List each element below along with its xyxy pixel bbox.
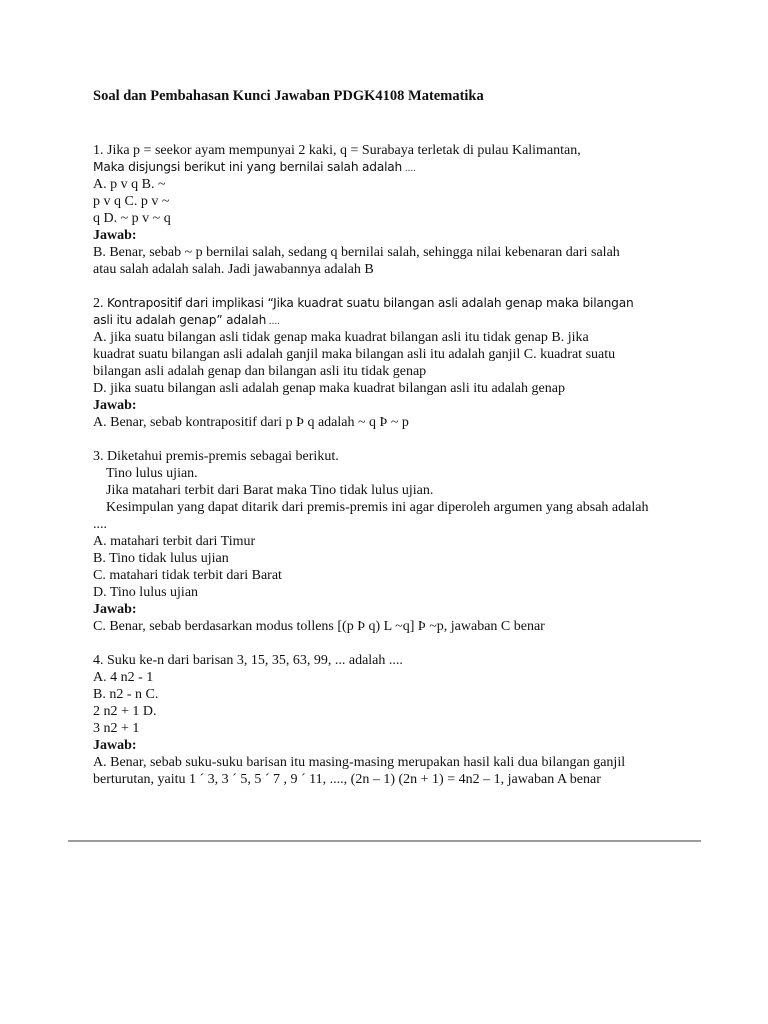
q1-line-3: A. p v q B. ~ bbox=[93, 177, 166, 192]
q1-line-2-dots: .... bbox=[402, 162, 416, 174]
q1-line-2-text: Maka disjungsi berikut ini yang bernilai salah adalah bbox=[93, 160, 403, 174]
q2-number: 2. bbox=[93, 296, 107, 311]
q1-answer-line-2: atau salah adalah salah. Jadi jawabannya adalah B bbox=[93, 262, 374, 277]
q1-line-5: q D. ~ p v ~ q bbox=[93, 211, 171, 226]
q2-line-2-dots: .... bbox=[266, 315, 280, 327]
q2-line-6: D. jika suatu bilangan asli adalah genap maka kuadrat bilangan asli itu adalah genap bbox=[93, 381, 565, 396]
q2-line-5: bilangan asli adalah genap dan bilangan asli itu tidak genap bbox=[93, 364, 427, 379]
document-title: Soal dan Pembahasan Kunci Jawaban PDGK4108 Matematika bbox=[93, 88, 484, 104]
q1-answer-heading: Jawab: bbox=[93, 228, 137, 243]
q1-line-4: p v q C. p v ~ bbox=[93, 194, 170, 209]
q3-line-3: Jika matahari terbit dari Barat maka Tino tidak lulus ujian. bbox=[106, 483, 434, 498]
q4-line-5: 3 n2 + 1 bbox=[93, 721, 140, 736]
q1-line-2 bbox=[93, 159, 416, 177]
q2-line-2-text: asli itu adalah genap” adalah bbox=[93, 313, 267, 327]
q3-answer-heading: Jawab: bbox=[93, 602, 137, 617]
q2-line-4: kuadrat suatu bilangan asli adalah ganjil maka bilangan asli itu adalah ganjil C. kuadrat suatu bbox=[93, 347, 616, 362]
q4-answer-line-2: berturutan, yaitu 1 ´ 3, 3 ´ 5, 5 ´ 7 , 9 ´ 11, ...., (2n – 1) (2n + 1) = 4n2 – 1, jawaban A benar bbox=[93, 772, 601, 787]
q2-line-1-text: Kontrapositif dari implikasi “Jika kuadrat suatu bilangan asli adalah genap maka bilangan bbox=[107, 296, 634, 310]
q2-line-1 bbox=[93, 295, 634, 312]
q3-option-c: C. matahari tidak terbit dari Barat bbox=[93, 568, 282, 583]
q3-answer-line-1: C. Benar, sebab berdasarkan modus tollens [(p Þ q) L ~q] Þ ~p, jawaban C benar bbox=[93, 619, 545, 634]
q3-line-2: Tino lulus ujian. bbox=[106, 466, 198, 481]
q3-option-a: A. matahari terbit dari Timur bbox=[93, 534, 256, 549]
q4-line-3: B. n2 - n C. bbox=[93, 687, 159, 702]
q1-line-1: 1. Jika p = seekor ayam mempunyai 2 kaki, q = Surabaya terletak di pulau Kalimantan, bbox=[93, 143, 581, 158]
q3-option-b: B. Tino tidak lulus ujian bbox=[93, 551, 229, 566]
q4-line-2: A. 4 n2 - 1 bbox=[93, 670, 154, 685]
q3-line-4: Kesimpulan yang dapat ditarik dari premis-premis ini agar diperoleh argumen yang absah adalah bbox=[106, 500, 649, 515]
q4-answer-heading: Jawab: bbox=[93, 738, 137, 753]
q3-option-d: D. Tino lulus ujian bbox=[93, 585, 199, 600]
q4-answer-line-1: A. Benar, sebab suku-suku barisan itu masing-masing merupakan hasil kali dua bilangan ganjil bbox=[93, 755, 626, 770]
q2-answer-line-1: A. Benar, sebab kontrapositif dari p Þ q adalah ~ q Þ ~ p bbox=[93, 415, 409, 430]
q4-line-1: 4. Suku ke-n dari barisan 3, 15, 35, 63, 99, ... adalah .... bbox=[93, 653, 403, 668]
q2-answer-heading: Jawab: bbox=[93, 398, 137, 413]
q2-line-2 bbox=[93, 312, 280, 330]
q4-line-4: 2 n2 + 1 D. bbox=[93, 704, 157, 719]
q2-line-3: A. jika suatu bilangan asli tidak genap maka kuadrat bilangan asli itu tidak genap B. jika bbox=[93, 330, 589, 345]
q3-line-1: 3. Diketahui premis-premis sebagai berikut. bbox=[93, 449, 339, 464]
page-divider bbox=[68, 840, 701, 842]
q3-line-5: .... bbox=[93, 517, 107, 532]
q1-answer-line-1: B. Benar, sebab ~ p bernilai salah, sedang q bernilai salah, sehingga nilai kebenaran dari salah bbox=[93, 245, 620, 260]
